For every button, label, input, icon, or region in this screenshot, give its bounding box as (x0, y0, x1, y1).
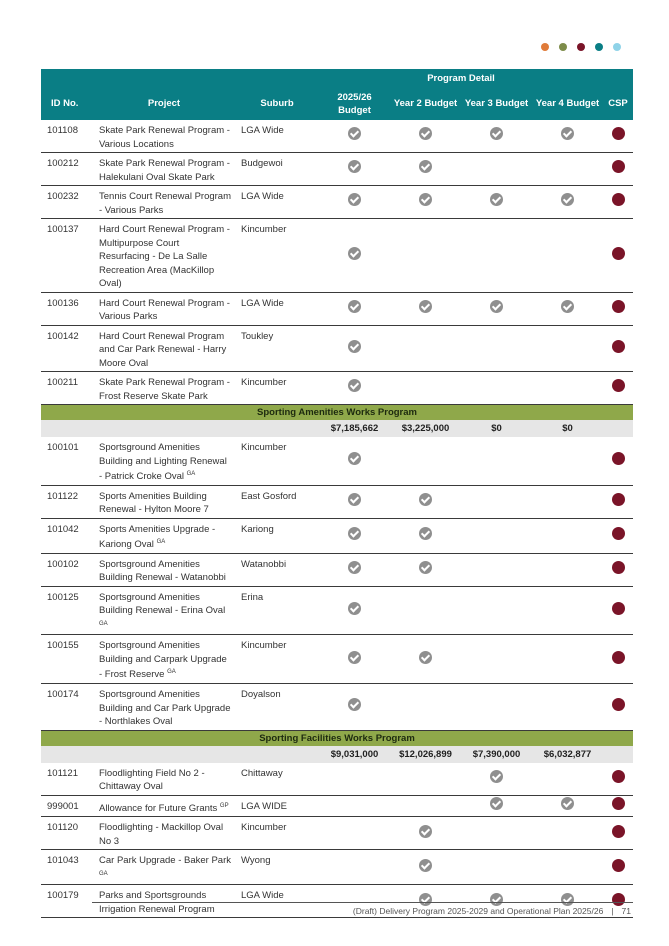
csp-cell (603, 292, 633, 325)
year-2-budget-cell (390, 635, 461, 684)
col-header-project: Project (93, 87, 235, 120)
check-icon (348, 452, 361, 465)
year-1-budget-cell (319, 763, 390, 796)
col-header-y4: Year 4 Budget (532, 87, 603, 120)
csp-cell (603, 518, 633, 553)
budget-total: $3,225,000 (390, 420, 461, 437)
project-name: Sports Amenities Building Renewal - Hylton Moore 7 (99, 490, 209, 516)
suburb: LGA WIDE (235, 795, 319, 817)
csp-dot-icon (612, 300, 625, 313)
project-cell (93, 553, 235, 586)
project-name: Sportsground Amenities Building and Car Park Upgrade - Northlakes Oval (99, 689, 231, 728)
project-cell (93, 763, 235, 796)
suburb: Kincumber (235, 219, 319, 293)
budget-total: $0 (461, 420, 532, 437)
project-cell (93, 325, 235, 372)
budget-total: $6,032,877 (532, 746, 603, 763)
year-2-budget-cell (390, 817, 461, 850)
csp-cell (603, 553, 633, 586)
project-cell (93, 186, 235, 219)
budget-total: $0 (532, 420, 603, 437)
project-id: 100102 (41, 553, 93, 586)
table-body (41, 120, 633, 918)
footer-separator: | (611, 906, 614, 916)
csp-cell (603, 372, 633, 405)
csp-cell (603, 186, 633, 219)
project-id: 100212 (41, 153, 93, 186)
year-2-budget-cell (390, 219, 461, 293)
table-row (41, 518, 633, 553)
check-icon (561, 300, 574, 313)
project-id: 100137 (41, 219, 93, 293)
funding-superscript: GA (156, 539, 166, 546)
year-4-budget-cell (532, 120, 603, 153)
project-id: 101121 (41, 763, 93, 796)
check-icon (419, 859, 432, 872)
year-2-budget-cell (390, 292, 461, 325)
year-1-budget-cell (319, 795, 390, 817)
csp-dot-icon (612, 160, 625, 173)
year-2-budget-cell (390, 437, 461, 485)
suburb: East Gosford (235, 485, 319, 518)
table-row (41, 153, 633, 186)
year-3-budget-cell (461, 586, 532, 635)
year-3-budget-cell (461, 684, 532, 731)
project-cell (93, 795, 235, 817)
year-1-budget-cell (319, 437, 390, 485)
check-icon (419, 561, 432, 574)
year-1-budget-cell (319, 292, 390, 325)
funding-superscript: GA (186, 471, 196, 477)
year-3-budget-cell (461, 153, 532, 186)
year-2-budget-cell (390, 120, 461, 153)
year-2-budget-cell (390, 325, 461, 372)
year-3-budget-cell (461, 518, 532, 553)
csp-cell (603, 850, 633, 885)
project-id: 101122 (41, 485, 93, 518)
year-4-budget-cell (532, 372, 603, 405)
year-2-budget-cell (390, 763, 461, 796)
csp-dot-icon (612, 493, 625, 506)
year-3-budget-cell (461, 850, 532, 885)
project-cell (93, 850, 235, 885)
suburb: Erina (235, 586, 319, 635)
project-name: Parks and Sportsgrounds Irrigation Renewal Program (99, 890, 215, 915)
funding-superscript: GA (167, 669, 176, 676)
project-cell (93, 153, 235, 186)
check-icon (348, 127, 361, 140)
year-1-budget-cell (319, 586, 390, 635)
budget-total: $12,026,899 (390, 746, 461, 763)
check-icon (561, 127, 574, 140)
project-id: 100142 (41, 325, 93, 372)
year-3-budget-cell (461, 553, 532, 586)
check-icon (490, 770, 503, 783)
decor-dot (577, 43, 585, 51)
decor-dot (595, 43, 603, 51)
suburb: Budgewoi (235, 153, 319, 186)
project-cell (93, 518, 235, 553)
year-1-budget-cell (319, 850, 390, 885)
decor-dot (613, 43, 621, 51)
section-title: Sporting Amenities Works Program (41, 405, 633, 421)
year-4-budget-cell (532, 635, 603, 684)
table-header-spacer (93, 69, 235, 87)
project-name: Floodlighting - Mackillop Oval No 3 (99, 822, 224, 847)
project-id: 100179 (41, 885, 93, 918)
year-1-budget-cell (319, 325, 390, 372)
check-icon (490, 797, 503, 810)
suburb: LGA Wide (235, 186, 319, 219)
page-number: 71 (621, 906, 631, 916)
project-id: 101043 (41, 850, 93, 885)
table-row (41, 120, 633, 153)
project-cell (93, 635, 235, 684)
year-4-budget-cell (532, 186, 603, 219)
totals-spacer (41, 746, 319, 763)
table-row (41, 684, 633, 731)
program-detail-heading: Program Detail (319, 69, 603, 87)
suburb: Kariong (235, 518, 319, 553)
project-name: Hard Court Renewal Program - Various Parks (99, 297, 230, 322)
csp-dot-icon (612, 770, 625, 783)
year-1-budget-cell (319, 485, 390, 518)
table-row (41, 795, 633, 817)
csp-dot-icon (612, 859, 625, 872)
check-icon (348, 340, 361, 353)
table-header-spacer (235, 69, 319, 87)
year-3-budget-cell (461, 485, 532, 518)
check-icon (348, 193, 361, 206)
table-row (41, 372, 633, 405)
project-id: 999001 (41, 795, 93, 817)
project-cell (93, 817, 235, 850)
check-icon (419, 193, 432, 206)
csp-cell (603, 153, 633, 186)
year-1-budget-cell (319, 684, 390, 731)
totals-spacer (603, 746, 633, 763)
table-header-spacer (41, 69, 93, 87)
budget-total: $7,390,000 (461, 746, 532, 763)
table-row (41, 325, 633, 372)
col-header-y1: 2025/26 Budget (319, 87, 390, 120)
csp-cell (603, 763, 633, 796)
budget-total: $7,185,662 (319, 420, 390, 437)
suburb: LGA Wide (235, 292, 319, 325)
year-4-budget-cell (532, 437, 603, 485)
check-icon (348, 602, 361, 615)
table-row (41, 635, 633, 684)
project-cell (93, 372, 235, 405)
suburb: Kincumber (235, 372, 319, 405)
csp-dot-icon (612, 698, 625, 711)
table-row (41, 817, 633, 850)
year-3-budget-cell (461, 120, 532, 153)
csp-dot-icon (612, 893, 625, 906)
year-2-budget-cell (390, 485, 461, 518)
year-4-budget-cell (532, 325, 603, 372)
csp-cell (603, 437, 633, 485)
decor-dot (541, 43, 549, 51)
project-name: Skate Park Renewal Program - Various Locations (99, 125, 230, 150)
year-1-budget-cell (319, 518, 390, 553)
project-name: Car Park Upgrade - Baker Park (99, 855, 231, 867)
year-2-budget-cell (390, 850, 461, 885)
section-totals-row (41, 420, 633, 437)
year-2-budget-cell (390, 553, 461, 586)
project-cell (93, 292, 235, 325)
year-4-budget-cell (532, 153, 603, 186)
funding-superscript: GP (219, 802, 229, 809)
year-3-budget-cell (461, 372, 532, 405)
check-icon (419, 493, 432, 506)
project-cell (93, 120, 235, 153)
check-icon (561, 193, 574, 206)
check-icon (490, 193, 503, 206)
csp-cell (603, 795, 633, 817)
funding-superscript: GA (99, 870, 108, 877)
project-name: Skate Park Renewal Program - Halekulani Oval Skate Park (99, 158, 230, 183)
project-name: Sportsground Amenities Building Renewal - Watanobbi (99, 558, 226, 584)
program-detail-table (41, 69, 633, 918)
totals-spacer (41, 420, 319, 437)
year-4-budget-cell (532, 219, 603, 293)
csp-dot-icon (612, 797, 625, 810)
project-id: 100232 (41, 186, 93, 219)
year-2-budget-cell (390, 795, 461, 817)
suburb: Toukley (235, 325, 319, 372)
year-1-budget-cell (319, 635, 390, 684)
project-name: Hard Court Renewal Program and Car Park Renewal - Harry Moore Oval (99, 330, 227, 369)
project-name: Skate Park Renewal Program - Frost Reserve Skate Park (99, 377, 230, 402)
check-icon (348, 247, 361, 260)
csp-cell (603, 684, 633, 731)
csp-cell (603, 120, 633, 153)
year-4-budget-cell (532, 586, 603, 635)
check-icon (419, 127, 432, 140)
decor-dot (559, 43, 567, 51)
csp-dot-icon (612, 651, 625, 664)
csp-cell (603, 485, 633, 518)
year-3-budget-cell (461, 219, 532, 293)
csp-dot-icon (612, 247, 625, 260)
project-id: 101120 (41, 817, 93, 850)
check-icon (490, 300, 503, 313)
funding-superscript: GA (99, 620, 108, 627)
check-icon (348, 379, 361, 392)
year-3-budget-cell (461, 763, 532, 796)
col-header-id: ID No. (41, 87, 93, 120)
project-id: 101108 (41, 120, 93, 153)
year-1-budget-cell (319, 817, 390, 850)
csp-dot-icon (612, 340, 625, 353)
section-header-row (41, 730, 633, 746)
csp-dot-icon (612, 452, 625, 465)
csp-dot-icon (612, 602, 625, 615)
section-title: Sporting Facilities Works Program (41, 730, 633, 746)
check-icon (348, 300, 361, 313)
year-4-budget-cell (532, 292, 603, 325)
check-icon (348, 160, 361, 173)
csp-dot-icon (612, 379, 625, 392)
check-icon (419, 300, 432, 313)
suburb: Wyong (235, 850, 319, 885)
suburb: Doyalson (235, 684, 319, 731)
project-id: 100211 (41, 372, 93, 405)
year-2-budget-cell (390, 518, 461, 553)
table-row (41, 586, 633, 635)
table-row (41, 850, 633, 885)
year-1-budget-cell (319, 186, 390, 219)
check-icon (348, 527, 361, 540)
table-row (41, 437, 633, 485)
project-name: Allowance for Future Grants (99, 802, 218, 814)
project-name: Sportsground Amenities Building and Lighting Renewal - Patrick Croke Oval (99, 442, 227, 483)
project-id: 101042 (41, 518, 93, 553)
year-3-budget-cell (461, 817, 532, 850)
year-4-budget-cell (532, 684, 603, 731)
section-header-row (41, 405, 633, 421)
col-header-suburb: Suburb (235, 87, 319, 120)
budget-total: $9,031,000 (319, 746, 390, 763)
footer-divider (92, 902, 633, 903)
csp-cell (603, 219, 633, 293)
year-4-budget-cell (532, 485, 603, 518)
check-icon (561, 797, 574, 810)
csp-dot-icon (612, 561, 625, 574)
year-4-budget-cell (532, 763, 603, 796)
suburb: LGA Wide (235, 885, 319, 918)
check-icon (419, 160, 432, 173)
project-name: Sportsground Amenities Building and Carpark Upgrade - Frost Reserve (99, 640, 227, 681)
table-row (41, 219, 633, 293)
suburb: Kincumber (235, 817, 319, 850)
project-id: 100136 (41, 292, 93, 325)
csp-cell (603, 325, 633, 372)
section-totals-row (41, 746, 633, 763)
year-4-budget-cell (532, 553, 603, 586)
table-row (41, 553, 633, 586)
csp-dot-icon (612, 527, 625, 540)
check-icon (561, 893, 574, 906)
project-id: 100174 (41, 684, 93, 731)
project-name: Sports Amenities Upgrade - Kariong Oval (99, 523, 216, 551)
project-cell (93, 437, 235, 485)
check-icon (348, 651, 361, 664)
csp-dot-icon (612, 193, 625, 206)
year-4-budget-cell (532, 817, 603, 850)
table-row (41, 186, 633, 219)
suburb: Chittaway (235, 763, 319, 796)
table-header-spacer (603, 69, 633, 87)
footer-document-title: (Draft) Delivery Program 2025-2029 and Operational Plan 2025/26 (352, 906, 604, 916)
check-icon (419, 825, 432, 838)
suburb: Kincumber (235, 437, 319, 485)
year-1-budget-cell (319, 153, 390, 186)
suburb: LGA Wide (235, 120, 319, 153)
project-id: 100155 (41, 635, 93, 684)
totals-spacer (603, 420, 633, 437)
project-id: 100101 (41, 437, 93, 485)
page-footer (353, 906, 631, 916)
project-cell (93, 485, 235, 518)
year-3-budget-cell (461, 325, 532, 372)
year-4-budget-cell (532, 850, 603, 885)
suburb: Kincumber (235, 635, 319, 684)
year-2-budget-cell (390, 153, 461, 186)
csp-cell (603, 817, 633, 850)
year-3-budget-cell (461, 437, 532, 485)
check-icon (419, 651, 432, 664)
year-4-budget-cell (532, 795, 603, 817)
check-icon (348, 698, 361, 711)
project-id: 100125 (41, 586, 93, 635)
col-header-csp: CSP (603, 87, 633, 120)
year-3-budget-cell (461, 795, 532, 817)
csp-dot-icon (612, 127, 625, 140)
year-1-budget-cell (319, 553, 390, 586)
year-2-budget-cell (390, 186, 461, 219)
table-row (41, 485, 633, 518)
year-1-budget-cell (319, 120, 390, 153)
year-4-budget-cell (532, 518, 603, 553)
table-row (41, 763, 633, 796)
check-icon (348, 561, 361, 574)
project-name: Sportsground Amenities Building Renewal - Erina Oval (99, 591, 226, 617)
year-2-budget-cell (390, 684, 461, 731)
csp-dot-icon (612, 825, 625, 838)
table-row (41, 292, 633, 325)
project-cell (93, 586, 235, 635)
project-cell (93, 684, 235, 731)
col-header-y3: Year 3 Budget (461, 87, 532, 120)
year-2-budget-cell (390, 586, 461, 635)
project-name: Floodlighting Field No 2 - Chittaway Oval (99, 767, 205, 793)
check-icon (419, 527, 432, 540)
csp-cell (603, 586, 633, 635)
decorative-dots (541, 43, 621, 51)
suburb: Watanobbi (235, 553, 319, 586)
project-cell (93, 219, 235, 293)
year-2-budget-cell (390, 372, 461, 405)
year-1-budget-cell (319, 219, 390, 293)
csp-cell (603, 635, 633, 684)
project-name: Hard Court Renewal Program - Multipurpose Court Resurfacing - De La Salle Recreation Area (MacKillop Oval) (99, 224, 230, 289)
year-3-budget-cell (461, 292, 532, 325)
year-3-budget-cell (461, 186, 532, 219)
project-name: Tennis Court Renewal Program - Various Parks (99, 191, 232, 216)
check-icon (490, 127, 503, 140)
check-icon (490, 893, 503, 906)
check-icon (419, 893, 432, 906)
year-1-budget-cell (319, 372, 390, 405)
year-3-budget-cell (461, 635, 532, 684)
col-header-y2: Year 2 Budget (390, 87, 461, 120)
check-icon (348, 493, 361, 506)
